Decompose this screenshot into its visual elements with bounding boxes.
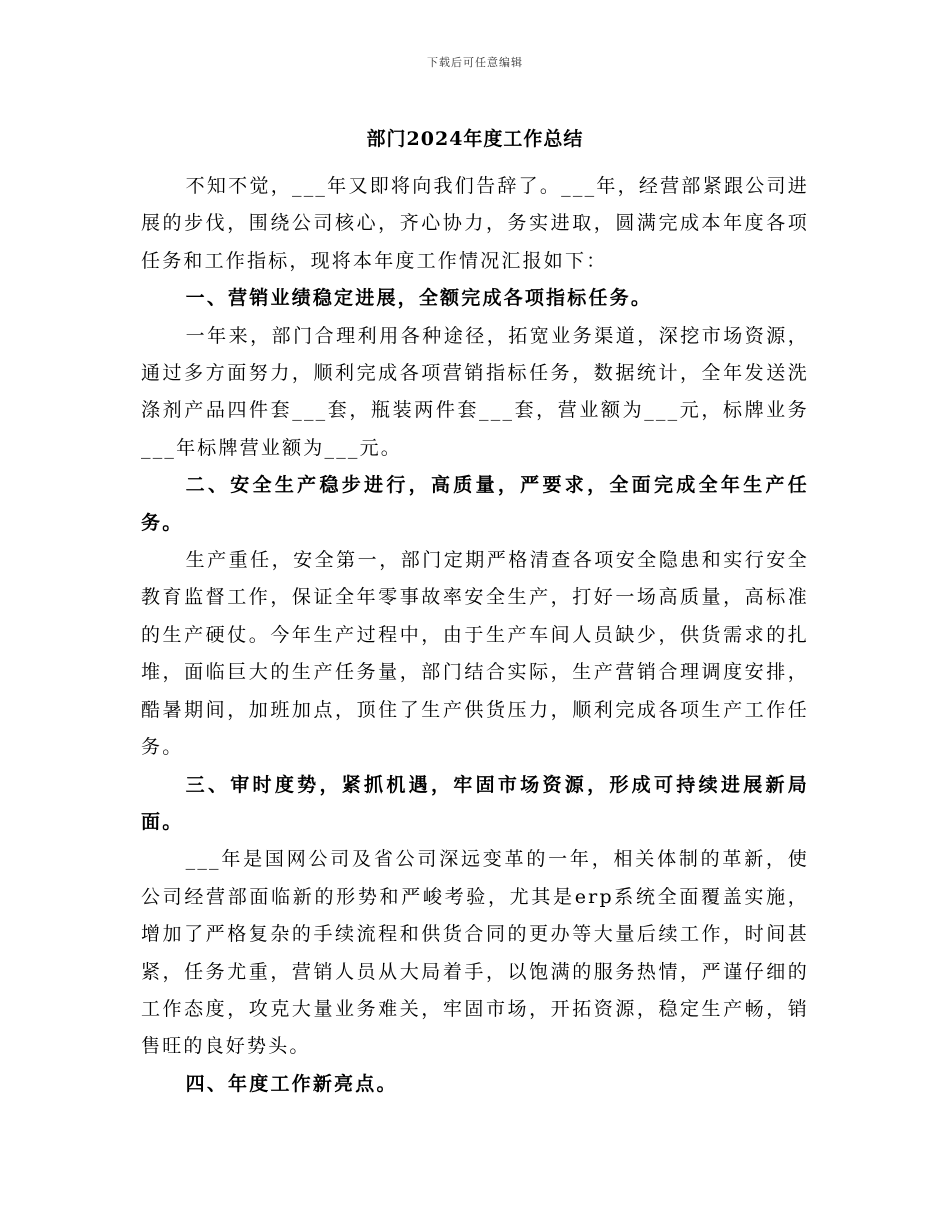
paragraph-intro: 不知不觉，___年又即将向我们告辞了。___年，经营部紧跟公司进展的步伐，围绕公司核心，齐心协力，务实进取，圆满完成本年度各项任务和工作指标，现将本年度工作情况汇报如下： [141,175,809,272]
header-note: 下载后可任意编辑 [427,56,523,69]
section-heading-2: 二、安全生产稳步进行，高质量，严要求，全面完成全年生产任务。 [141,474,809,534]
section-heading-3: 三、审时度势，紧抓机遇，牢固市场资源，形成可持续进展新局面。 [141,773,809,833]
section-heading-1: 一、营销业绩稳定进展，全额完成各项指标任务。 [185,287,653,310]
paragraph-section-2: 生产重任，安全第一，部门定期严格清查各项安全隐患和实行安全教育监督工作，保证全年零事故率安全生产，打好一场高质量，高标准的生产硬仗。今年生产过程中，由于生产车间人员缺少，供货需求的扎堆，面临巨大的生产任务量，部门结合实际，生产营销合理调度安排，酷暑期间，加班加点，顶住了生产供货压力，顺利完成各项生产工作任务。 [141,549,809,759]
section-heading-4: 四、年度工作新亮点。 [185,1072,398,1095]
paragraph-section-1: 一年来，部门合理利用各种途径，拓宽业务渠道，深挖市场资源，通过多方面努力，顺利完成各项营销指标任务，数据统计，全年发送洗涤剂产品四件套___套，瓶装两件套___套，营业额为___元，标牌业务___年标牌营业额为___元。 [141,324,809,459]
document-title: 部门2024年度工作总结 [366,128,584,150]
document-body [141,168,809,1103]
paragraph-section-3: ___年是国网公司及省公司深远变革的一年，相关体制的革新，使公司经营部面临新的形势和严峻考验，尤其是erp系统全面覆盖实施，增加了严格复杂的手续流程和供货合同的更办等大量后续工作，时间甚紧，任务尤重，营销人员从大局着手，以饱满的服务热情，严谨仔细的工作态度，攻克大量业务难关，牢固市场，开拓资源，稳定生产畅，销售旺的良好势头。 [141,848,809,1058]
